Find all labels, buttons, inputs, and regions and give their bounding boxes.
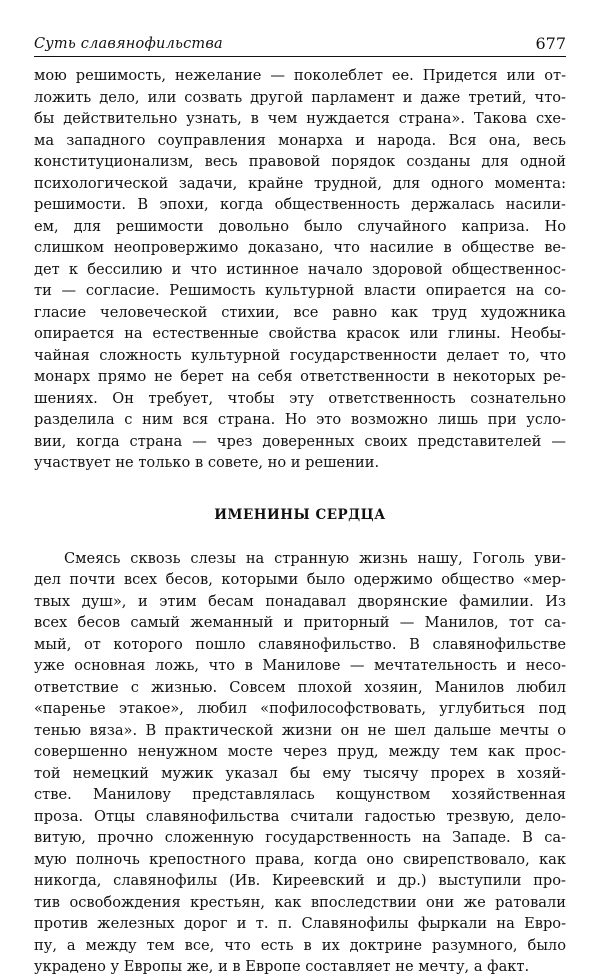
text-line: мый, от которого пошло славянофильство. В славянофильстве: [34, 635, 566, 653]
text-line: против железных дорог и т. п. Славянофилы фыркали на Евро-: [34, 915, 566, 932]
text-line: проза. Отцы славянофильства считали гадостью трезвую, дело-: [34, 807, 566, 825]
text-line: «паренье этакое», любил «пофилософствовать, углубиться под: [34, 700, 566, 717]
text-line: Смеясь сквозь слезы на странную жизнь нашу, Гоголь уви-: [64, 549, 566, 567]
text-line: ответствие с жизнью. Совсем плохой хозяин, Манилов любил: [34, 678, 566, 696]
text-line: ма западного соуправления монарха и народа. Вся она, весь: [34, 131, 566, 149]
book-page: [34, 30, 566, 978]
text-line: пу, а между тем все, что есть в их доктрине разумного, было: [34, 936, 566, 954]
paragraph-section: [34, 548, 566, 978]
text-line: гласие человеческой стихии, все равно как труд художника: [34, 303, 566, 321]
text-line: никогда, славянофилы (Ив. Киреевский и др.) выступили про-: [34, 872, 566, 889]
text-line: опирается на естественные свойства красок или глины. Необы-: [34, 325, 566, 342]
text-line: дел почти всех бесов, которыми было одержимо общество «мер-: [34, 571, 566, 588]
text-line: вии, когда страна — чрез доверенных своих представителей —: [34, 432, 566, 450]
text-line: слишком неопровержимо доказано, что насилие в обществе ве-: [34, 239, 566, 256]
text-line: ложить дело, или созвать другой парламент и даже третий, что-: [34, 88, 566, 106]
text-line: всех бесов самый жеманный и приторный — Манилов, тот са-: [34, 614, 566, 631]
text-line: бы действительно узнать, в чем нуждается страна». Такова схе-: [34, 110, 566, 127]
section-heading: ИМЕНИНЫ СЕРДЦА: [214, 506, 386, 523]
text-line: украдено у Европы же, и в Европе составляет не мечту, а факт.: [34, 958, 530, 975]
text-line: конституционализм, весь правовой порядок созданы для одной: [34, 153, 566, 170]
text-line: ем, для решимости довольно было случайного каприза. Но: [34, 217, 566, 235]
text-line: психологической задачи, крайне трудной, для одного момента:: [34, 174, 566, 192]
text-line: мую полночь крепостного права, когда оно свирепствовало, как: [34, 850, 566, 868]
text-line: шениях. Он требует, чтобы эту ответственность сознательно: [34, 389, 566, 407]
text-line: мою решимость, нежелание — поколеблет ее. Придется или от-: [34, 67, 566, 84]
text-line: решимости. В эпохи, когда общественность держалась насили-: [34, 196, 566, 213]
text-line: чайная сложность культурной государственности делает то, что: [34, 346, 566, 364]
text-line: тив освобождения крестьян, как впоследствии они же ратовали: [34, 893, 566, 911]
text-line: тенью вяза». В практической жизни он не шел дальше мечты о: [34, 721, 566, 739]
text-line: ти — согласие. Решимость культурной власти опирается на со-: [34, 282, 566, 299]
text-line: участвует не только в совете, но и решении.: [34, 454, 380, 471]
text-line: дет к бессилию и что истинное начало здоровой общественнос-: [34, 260, 566, 278]
text-line: твых душ», и этим бесам понадавал дворянские фамилии. Из: [34, 592, 566, 610]
text-line: витую, прочно сложенную государственность на Западе. В са-: [34, 829, 566, 846]
paragraph-continued: [34, 65, 566, 474]
text-line: уже основная ложь, что в Манилове — мечтательность и несо-: [34, 657, 566, 674]
text-line: монарх прямо не берет на себя ответственности в некоторых ре-: [34, 368, 566, 385]
running-head: [34, 30, 566, 57]
page-number: 677: [535, 34, 566, 53]
text-line: той немецкий мужик указал бы ему тысячу прорех в хозяй-: [34, 764, 566, 782]
text-line: совершенно ненужном мосте через пруд, между тем как прос-: [34, 743, 566, 760]
text-line: стве. Манилову представлялась кощунством хозяйственная: [34, 786, 566, 803]
running-title: Суть славянофильства: [34, 36, 223, 52]
text-line: разделила с ним вся страна. Но это возможно лишь при усло-: [34, 411, 566, 428]
